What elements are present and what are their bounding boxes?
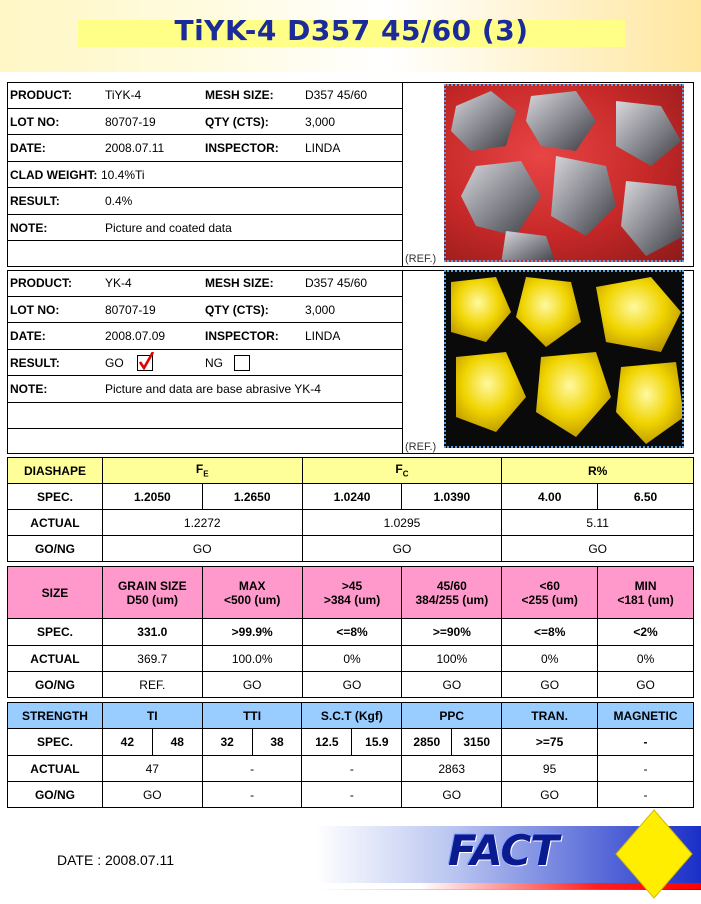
actual-cell: - bbox=[597, 756, 693, 782]
field-label: QTY (CTS): bbox=[205, 302, 269, 317]
ti-header: TI bbox=[102, 703, 202, 729]
actual-cell: 47 bbox=[102, 756, 202, 782]
spec-cell: 4.00 bbox=[502, 484, 598, 510]
gong-cell: - bbox=[597, 782, 693, 808]
field-label: LOT NO: bbox=[10, 302, 60, 317]
spec-cell: >=75 bbox=[502, 729, 598, 756]
field-value: 3,000 bbox=[305, 114, 336, 129]
header-line: 384/255 (um) bbox=[415, 592, 489, 607]
actual-cell: 0% bbox=[302, 646, 402, 672]
min-header bbox=[598, 567, 694, 619]
block1-row bbox=[7, 188, 402, 215]
actual-cell: 100% bbox=[402, 646, 502, 672]
go-checkbox[interactable] bbox=[137, 355, 153, 371]
actual-cell: 2863 bbox=[402, 756, 502, 782]
gong-cell: GO bbox=[102, 536, 302, 562]
fe-letter: F bbox=[195, 462, 204, 477]
field-value: 80707-19 bbox=[105, 302, 156, 317]
mesh45-60-header bbox=[402, 567, 502, 619]
page-title: TiYK-4 D357 45/60 (3) bbox=[174, 14, 529, 47]
field-label: MESH SIZE: bbox=[205, 88, 274, 102]
gong-cell: GO bbox=[502, 672, 598, 698]
actual-label: ACTUAL bbox=[8, 510, 103, 536]
footer-red-stripe bbox=[0, 883, 701, 889]
spec-cell: 6.50 bbox=[598, 484, 694, 510]
gong-cell: GO bbox=[302, 536, 502, 562]
block1-row bbox=[7, 162, 402, 189]
actual-label: ACTUAL bbox=[8, 646, 103, 672]
spec-cell: >99.9% bbox=[202, 619, 302, 646]
actual-cell: 1.2272 bbox=[102, 510, 302, 536]
field-label: RESULT: bbox=[10, 194, 60, 208]
size-table bbox=[7, 566, 694, 698]
grain-size-header bbox=[102, 567, 202, 619]
result-label: RESULT: bbox=[10, 355, 60, 370]
spec-cell: 48 bbox=[152, 729, 202, 756]
go-label: GO bbox=[105, 355, 124, 370]
fe-header bbox=[102, 458, 302, 484]
spec-cell: 32 bbox=[202, 729, 252, 756]
block1-row bbox=[7, 82, 402, 109]
block2-row bbox=[7, 376, 402, 403]
gong-cell: GO bbox=[502, 536, 694, 562]
gong-cell: GO bbox=[402, 782, 502, 808]
header-line: >384 (um) bbox=[323, 592, 381, 607]
check-icon bbox=[139, 352, 155, 370]
ng-label: NG bbox=[205, 355, 223, 370]
field-label: DATE: bbox=[10, 329, 46, 343]
header-line: D50 (um) bbox=[126, 592, 178, 607]
strength-table bbox=[7, 702, 694, 808]
actual-cell: 100.0% bbox=[202, 646, 302, 672]
field-label: INSPECTOR: bbox=[205, 141, 279, 155]
actual-label: ACTUAL bbox=[8, 756, 103, 782]
field-value: 10.4%Ti bbox=[101, 167, 145, 182]
block2-row bbox=[7, 323, 402, 350]
gong-cell: GO bbox=[102, 782, 202, 808]
field-value: Picture and coated data bbox=[105, 220, 232, 235]
block2-divider bbox=[402, 270, 403, 454]
max-header bbox=[202, 567, 302, 619]
actual-cell: - bbox=[302, 756, 402, 782]
ref-label: (REF.) bbox=[405, 441, 437, 453]
spec-cell: - bbox=[597, 729, 693, 756]
actual-cell: 95 bbox=[502, 756, 598, 782]
header-line: <181 (um) bbox=[617, 592, 674, 607]
footer-date: DATE : 2008.07.11 bbox=[57, 852, 174, 868]
r-percent-header: R% bbox=[502, 458, 694, 484]
header-line: <500 (um) bbox=[223, 592, 281, 607]
field-value: LINDA bbox=[305, 141, 341, 155]
field-value: D357 45/60 bbox=[305, 88, 368, 102]
spec-cell: 1.0240 bbox=[302, 484, 402, 510]
fact-logo: FACT bbox=[448, 826, 558, 875]
header-line: MIN bbox=[634, 578, 657, 593]
spec-cell: 331.0 bbox=[102, 619, 202, 646]
gong-cell: GO bbox=[598, 672, 694, 698]
field-label: LOT NO: bbox=[10, 114, 60, 129]
header-line: MAX bbox=[238, 578, 266, 593]
note-label: NOTE: bbox=[10, 382, 48, 396]
spec-cell: 42 bbox=[102, 729, 152, 756]
base-diamond-photo bbox=[444, 270, 684, 448]
field-value: 80707-19 bbox=[105, 114, 156, 129]
ppc-header: PPC bbox=[402, 703, 502, 729]
spec-cell: 2850 bbox=[402, 729, 452, 756]
block1-row bbox=[7, 135, 402, 162]
fc-sub: C bbox=[402, 469, 409, 479]
gong-cell: GO bbox=[202, 672, 302, 698]
block1-row bbox=[7, 215, 402, 242]
field-value: 2008.07.11 bbox=[105, 141, 165, 155]
gong-cell: GO bbox=[302, 672, 402, 698]
block2-row bbox=[7, 297, 402, 324]
spec-label: SPEC. bbox=[8, 729, 103, 756]
gong-label: GO/NG bbox=[8, 536, 103, 562]
spec-cell: >=90% bbox=[402, 619, 502, 646]
actual-cell: - bbox=[202, 756, 302, 782]
spec-label: SPEC. bbox=[8, 619, 103, 646]
header-line: <60 bbox=[539, 578, 560, 593]
field-label: CLAD WEIGHT: bbox=[10, 167, 98, 182]
block1-info bbox=[7, 82, 402, 241]
crystal-illustration bbox=[446, 86, 684, 262]
spec-cell: 15.9 bbox=[352, 729, 402, 756]
gong-label: GO/NG bbox=[8, 782, 103, 808]
fe-sub: E bbox=[203, 469, 209, 479]
field-label: DATE: bbox=[10, 141, 46, 155]
header-line: 45/60 bbox=[436, 578, 467, 593]
spec-cell: 1.2050 bbox=[102, 484, 202, 510]
field-label: NOTE: bbox=[10, 220, 48, 235]
ng-checkbox[interactable] bbox=[234, 355, 250, 371]
over45-header bbox=[302, 567, 402, 619]
field-value: 0.4% bbox=[105, 194, 133, 208]
block2-row bbox=[7, 403, 402, 430]
gong-cell: - bbox=[202, 782, 302, 808]
field-value: TiYK-4 bbox=[105, 88, 142, 102]
field-label: PRODUCT: bbox=[10, 88, 72, 102]
header-line: >45 bbox=[341, 578, 363, 593]
spec-label: SPEC. bbox=[8, 484, 103, 510]
block2-info bbox=[7, 270, 402, 429]
actual-cell: 0% bbox=[502, 646, 598, 672]
actual-cell: 5.11 bbox=[502, 510, 694, 536]
field-value: YK-4 bbox=[105, 276, 132, 290]
field-value: LINDA bbox=[305, 329, 341, 343]
header-line: <255 (um) bbox=[521, 592, 578, 607]
spec-cell: 3150 bbox=[452, 729, 502, 756]
sct-header: S.C.T (Kgf) bbox=[302, 703, 402, 729]
spec-cell: <=8% bbox=[502, 619, 598, 646]
spec-cell: <=8% bbox=[302, 619, 402, 646]
coated-diamond-photo bbox=[444, 84, 684, 262]
block2-result-row bbox=[7, 350, 402, 377]
tti-header: TTI bbox=[202, 703, 302, 729]
gong-cell: GO bbox=[502, 782, 598, 808]
gong-cell: GO bbox=[402, 672, 502, 698]
fc-letter: F bbox=[395, 462, 403, 477]
tran-header: TRAN. bbox=[502, 703, 598, 729]
header-line: GRAIN SIZE bbox=[117, 578, 187, 593]
block1-row bbox=[7, 109, 402, 136]
spec-cell: 1.0390 bbox=[402, 484, 502, 510]
field-value: D357 45/60 bbox=[305, 276, 368, 290]
spec-cell: 38 bbox=[252, 729, 302, 756]
diamond-logo-icon bbox=[614, 808, 694, 900]
actual-cell: 0% bbox=[598, 646, 694, 672]
fc-header bbox=[302, 458, 502, 484]
gong-cell: - bbox=[302, 782, 402, 808]
gong-label: GO/NG bbox=[8, 672, 103, 698]
spec-cell: 1.2650 bbox=[202, 484, 302, 510]
field-label: MESH SIZE: bbox=[205, 276, 274, 290]
field-label: INSPECTOR: bbox=[205, 329, 279, 343]
size-header: SIZE bbox=[8, 567, 103, 619]
field-label: QTY (CTS): bbox=[205, 114, 269, 129]
actual-cell: 1.0295 bbox=[302, 510, 502, 536]
spec-cell: 12.5 bbox=[302, 729, 352, 756]
block2-row bbox=[7, 270, 402, 297]
under60-header bbox=[502, 567, 598, 619]
ref-label: (REF.) bbox=[405, 253, 437, 265]
field-value: 3,000 bbox=[305, 302, 336, 317]
field-label: PRODUCT: bbox=[10, 276, 72, 290]
spec-cell: <2% bbox=[598, 619, 694, 646]
note-value: Picture and data are base abrasive YK-4 bbox=[105, 382, 321, 396]
block1-divider bbox=[402, 82, 403, 267]
field-value: 2008.07.09 bbox=[105, 329, 166, 343]
gong-cell: REF. bbox=[102, 672, 202, 698]
actual-cell: 369.7 bbox=[102, 646, 202, 672]
magnetic-header: MAGNETIC bbox=[597, 703, 693, 729]
diashape-table bbox=[7, 457, 694, 562]
crystal-illustration bbox=[446, 272, 684, 448]
strength-header: STRENGTH bbox=[8, 703, 103, 729]
diashape-header: DIASHAPE bbox=[8, 458, 103, 484]
